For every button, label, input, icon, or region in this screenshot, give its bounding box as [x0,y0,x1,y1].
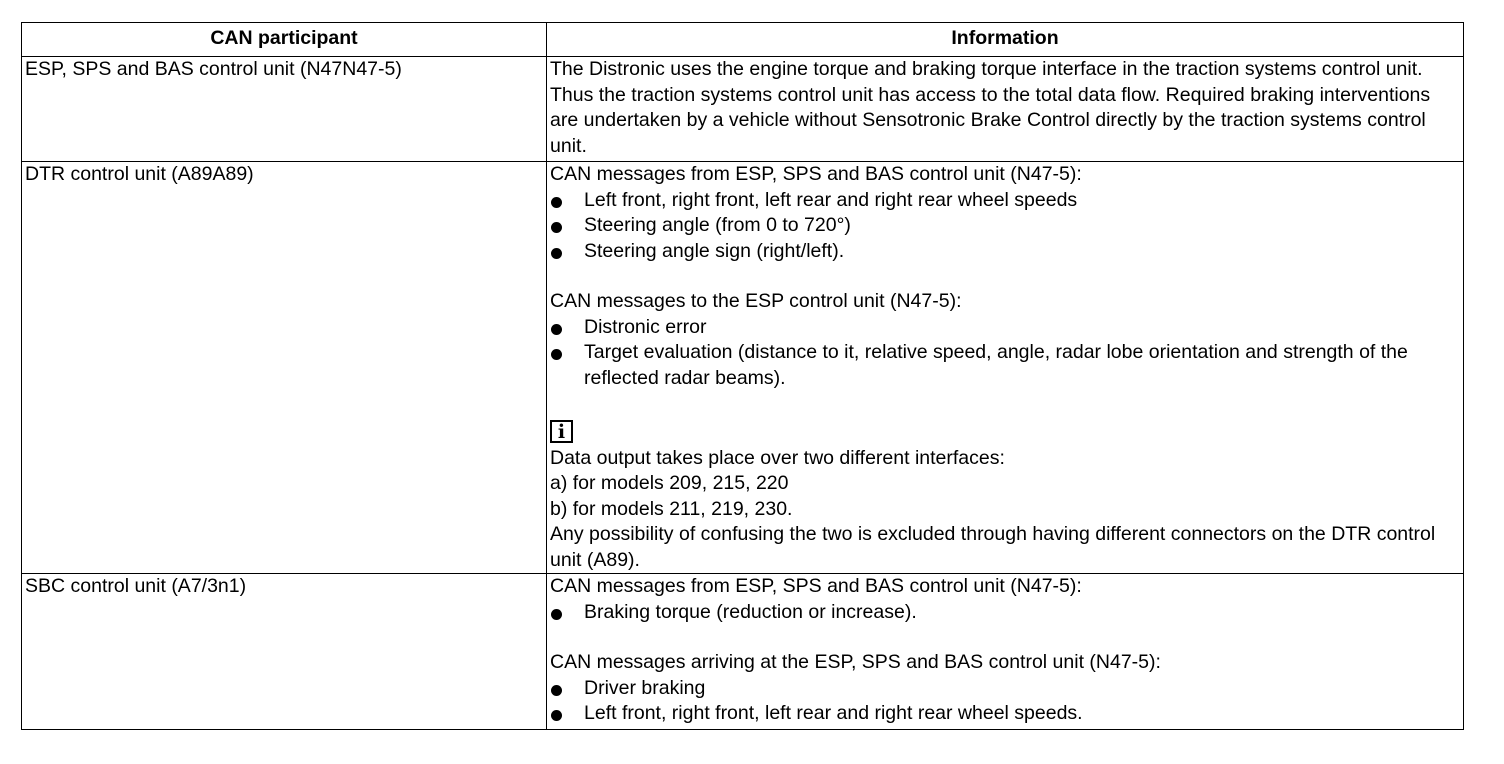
bullet-icon [551,710,562,721]
can-participant-table [21,22,1464,730]
information-cell [547,574,1464,730]
bullet-list [550,315,1460,392]
messages-heading: CAN messages arriving at the ESP, SPS and BAS control unit (N47-5): [550,651,1161,673]
table-row [22,162,1464,574]
list-item: Target evaluation (distance to it, relative speed, angle, radar lobe orientation and strength of the reflected radar beams). [550,340,1460,391]
bullet-icon [551,609,562,620]
column-header-can-participant: CAN participant [22,23,547,57]
list-item: Left front, right front, left rear and right rear wheel speeds [550,188,1460,214]
bullet-icon [551,248,562,259]
messages-heading: CAN messages from ESP, SPS and BAS control unit (N47-5): [550,575,1082,597]
note-line: b) for models 211, 219, 230. [550,497,793,520]
list-item: Distronic error [550,315,1460,341]
info-icon: i [550,420,573,443]
information-cell [547,57,1464,162]
list-item: Steering angle sign (right/left). [550,239,1460,265]
column-header-information: Information [547,23,1464,57]
participant-cell: DTR control unit (A89A89) [22,162,547,574]
bullet-icon [551,324,562,335]
list-item: Left front, right front, left rear and right rear wheel speeds. [550,701,1460,727]
list-item: Braking torque (reduction or increase). [550,600,1460,626]
participant-cell: ESP, SPS and BAS control unit (N47N47-5) [22,57,547,162]
note-line: a) for models 209, 215, 220 [550,472,789,494]
bullet-list [550,676,1460,727]
table-row [22,574,1464,730]
bullet-list [550,600,1460,626]
list-item: Steering angle (from 0 to 720°) [550,213,1460,239]
note-line: Any possibility of confusing the two is excluded through having different connectors on the DTR control unit (A89). [550,523,1436,571]
bullet-icon [551,197,562,208]
table-row [22,57,1464,162]
information-cell [547,162,1464,574]
bullet-icon [551,349,562,360]
messages-heading: CAN messages to the ESP control unit (N47-5): [550,290,962,312]
bullet-list [550,188,1460,265]
bullet-icon [551,685,562,696]
table-header-row [22,23,1464,57]
info-paragraph: The Distronic uses the engine torque and braking torque interface in the traction systems control unit. Thus the traction systems control unit has access to the total data flow. Required braking interventions are undertaken by a vehicle without Sensotronic Brake Control directly by the traction systems control unit. [550,58,1431,157]
participant-cell: SBC control unit (A7/3n1) [22,574,547,730]
messages-heading: CAN messages from ESP, SPS and BAS control unit (N47-5): [550,163,1082,185]
note-line: Data output takes place over two different interfaces: [550,446,1005,469]
list-item: Driver braking [550,676,1460,702]
bullet-icon [551,222,562,233]
